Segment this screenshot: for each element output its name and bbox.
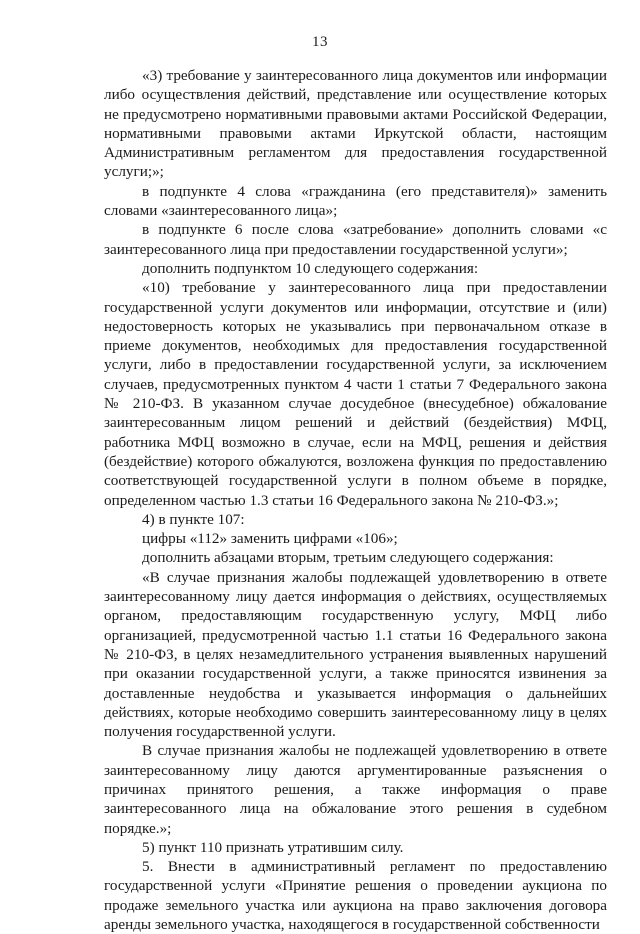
paragraph: дополнить подпунктом 10 следующего содержания: — [142, 259, 479, 277]
paragraph: «В случае признания жалобы подлежащей удовлетворению в ответе заинтересованному лицу дается информация о действиях, осуществляемых органом, предоставляющим государственную услугу, МФЦ либо организацией, предусмотренной частью 1.1 статьи 16 Федерального закона № 210-ФЗ, в целях незамедлительного устранения выявленных нарушений при оказании государственной услуги, а также приносятся извинения за доставленные неудобства и указывается информация о дальнейших действиях, которые необходимо совершить заинтересованному лицу в целях получения государственной услуги. — [104, 568, 607, 741]
paragraph: в подпункте 4 слова «гражданина (его представителя)» заменить словами «заинтересованного лица»; — [104, 182, 607, 220]
paragraph: В случае признания жалобы не подлежащей удовлетворению в ответе заинтересованному лицу даются аргументированные разъяснения о причинах принятого решения, а также информация о праве заинтересованного лица на обжалование этого решения в судебном порядке.»; — [104, 742, 607, 837]
paragraph: «3) требование у заинтересованного лица документов или информации либо осуществления действий, представление или осуществление которых не предусмотрено нормативными правовыми актами Российской Федерации, нормативными правовыми актами Иркутской области, настоящим Административным регламентом для предоставления государственной услуги;»; — [104, 67, 607, 181]
paragraph: «10) требование у заинтересованного лица при предоставлении государственной услуги документов или информации, отсутствие и (или) недостоверность которых не указывались при первоначальном отказе в приеме документов, необходимых для предоставления государственной услуги, либо в предоставлении государственной услуги, за исключением случаев, предусмотренных пунктом 4 части 1 статьи 7 Федерального закона № 210-ФЗ. В указанном случае досудебное (внесудебное) обжалование заинтересованным лицом решений и действий (бездействия) МФЦ, работника МФЦ возможно в случае, если на МФЦ, решения и действия (бездействие) которого обжалуются, возложена функция по предоставлению соответствующей государственной услуги в полном объеме в порядке, определенном частью 1.3 статьи 16 Федерального закона № 210-ФЗ.»; — [104, 279, 607, 509]
paragraph: 5. Внести в административный регламент по предоставлению государственной услуги «Принятие решения о проведении аукциона по продаже земельного участка или аукциона на право заключения договора аренды земельного участка, находящегося в государственной собственности — [104, 858, 607, 934]
paragraph: дополнить абзацами вторым, третьим следующего содержания: — [142, 549, 554, 567]
page-number: 13 — [312, 34, 328, 50]
paragraph: 4) в пункте 107: — [142, 510, 245, 528]
document-body — [104, 66, 607, 934]
paragraph: цифры «112» заменить цифрами «106»; — [142, 530, 398, 548]
paragraph: в подпункте 6 после слова «затребование» дополнить словами «с заинтересованного лица при предоставлении государственной услуги»; — [104, 221, 607, 258]
paragraph: 5) пункт 110 признать утратившим силу. — [142, 838, 404, 856]
